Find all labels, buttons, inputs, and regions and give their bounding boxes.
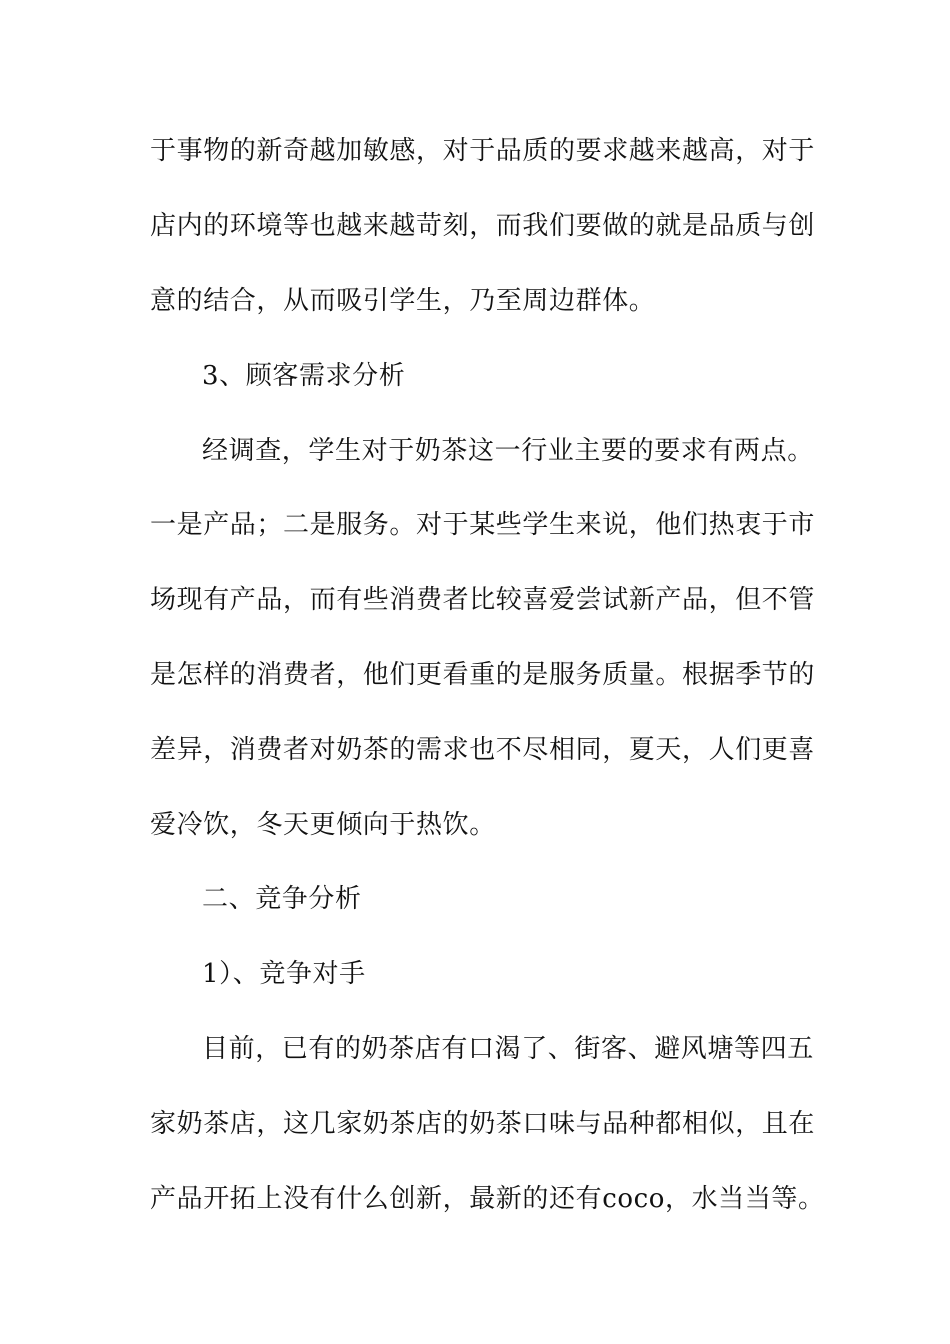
body-text-line-1: 于事物的新奇越加敏感，对于品质的要求越来越高，对于 xyxy=(150,136,816,166)
section-heading-competition: 二、竞争分析 xyxy=(202,884,362,914)
body-text-line-13: 目前，已有的奶茶店有口渴了、街客、避风塘等四五 xyxy=(202,1034,814,1064)
section-heading-customer-needs: 3、顾客需求分析 xyxy=(202,361,406,391)
subsection-heading-competitors: 1）、竞争对手 xyxy=(202,959,366,989)
body-text-line-2: 店内的环境等也越来越苛刻，而我们要做的就是品质与创 xyxy=(150,211,816,241)
body-text-line-15: 产品开拓上没有什么创新，最新的还有coco，水当当等。 xyxy=(150,1184,825,1214)
body-text-line-7: 场现有产品，而有些消费者比较喜爱尝试新产品，但不管 xyxy=(150,585,816,615)
body-text-line-10: 爱冷饮，冬天更倾向于热饮。 xyxy=(150,810,496,840)
body-text-line-6: 一是产品；二是服务。对于某些学生来说，他们热衷于市 xyxy=(150,510,816,540)
body-text-line-14: 家奶茶店，这几家奶茶店的奶茶口味与品种都相似，且在 xyxy=(150,1109,816,1139)
body-text-line-5: 经调查，学生对于奶茶这一行业主要的要求有两点。 xyxy=(202,436,814,466)
body-text-line-9: 差异，消费者对奶茶的需求也不尽相同，夏天，人们更喜 xyxy=(150,735,816,765)
body-text-line-8: 是怎样的消费者，他们更看重的是服务质量。根据季节的 xyxy=(150,660,816,690)
body-text-line-3: 意的结合，从而吸引学生，乃至周边群体。 xyxy=(150,286,656,316)
